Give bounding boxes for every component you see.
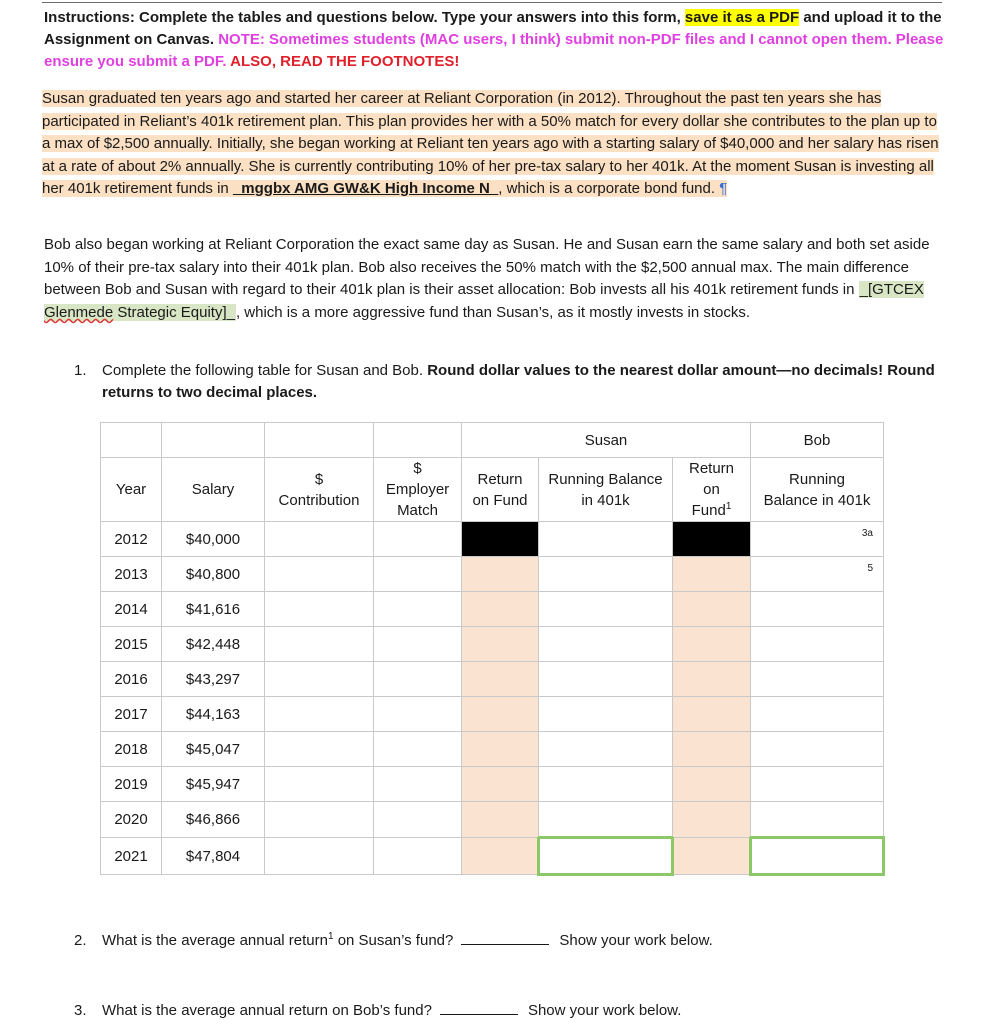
bob-return-cell [673,522,751,557]
susan-group-header: Susan [462,423,751,458]
salary-cell: $41,616 [162,592,265,627]
table-row [101,662,884,697]
instructions [44,7,944,73]
contribution-header [265,458,374,522]
bob-balance-cell[interactable] [751,557,884,592]
contribution-cell[interactable] [265,697,374,732]
salary-cell: $45,947 [162,767,265,802]
footnote-marker: 1 [725,501,732,512]
year-header: Year [101,458,162,522]
bob-paragraph [44,234,944,324]
footnote-marker: 1 [327,931,334,942]
instructions-text: Instructions: Complete the tables and questions below. Type your answers into this form, [44,9,685,26]
year-cell: 2017 [101,697,162,732]
bob-return-cell[interactable] [673,767,751,802]
return-label: Return [477,470,523,488]
question-3-text: What is the average annual return on Bob’s fund? [102,1002,432,1019]
question-3-show-work: Show your work below. [527,1002,682,1019]
question-2-answer-blank[interactable] [461,930,549,945]
table-row [101,838,884,875]
question-2-text-2: on Susan’s fund? [333,932,454,949]
salary-cell: $46,866 [162,802,265,838]
retirement-table [100,422,885,876]
susan-return-cell[interactable] [462,767,539,802]
match-cell[interactable] [374,627,462,662]
table-row [101,592,884,627]
table-row [101,627,884,662]
bob-balance-cell[interactable] [751,767,884,802]
susan-text: Susan graduated ten years ago and started her career at Reliant Corporation (in 2012). Throughout the past ten years she has participated in Reliant’s 401k retirement plan. This plan provides her with a 50% match for every dollar she contributes to the plan up to a max of $2,500 annually. Initially, she began working at Reliant ten years ago with a starting salary of $40,000 and her salary has risen at a rate of about 2% annually. She is currently contributing 10% of her pre-tax salary to her 401k. At the moment Susan is investing all her 401k retirement funds in [42,90,939,198]
employer-label: Employer [385,481,450,498]
return-label: Return [688,460,735,477]
fund-label: Fund [691,502,726,519]
question-2-show-work: Show your work below. [559,932,713,949]
bob-balance-cell[interactable] [751,522,884,557]
susan-balance-cell[interactable] [539,697,673,732]
susan-return-cell[interactable] [462,697,539,732]
year-cell: 2015 [101,627,162,662]
table-row [101,732,884,767]
susan-balance-cell[interactable] [539,522,673,557]
salary-cell: $40,800 [162,557,265,592]
instructions-note: NOTE: Sometimes students (MAC users, I think) submit non-PDF files and I cannot open them. Please ensure you submit a PDF. [44,31,944,70]
salary-cell: $47,804 [162,838,265,875]
bob-return-cell[interactable] [673,838,751,875]
bob-group-header: Bob [751,423,884,458]
bob-return-cell[interactable] [673,592,751,627]
bob-return-cell[interactable] [673,627,751,662]
question-2-text: What is the average annual return [102,932,328,949]
susan-balance-cell[interactable] [539,592,673,627]
contribution-cell[interactable] [265,627,374,662]
susan-fund-field[interactable]: _mggbx AMG GW&K High Income N_ [232,180,499,198]
question-2 [74,930,954,952]
running-label: Running [789,470,845,488]
susan-return-cell[interactable] [462,732,539,767]
instructions-footnote-warning: ALSO, READ THE FOOTNOTES! [226,53,460,70]
dollar-sign: $ [413,460,422,477]
match-cell[interactable] [374,838,462,875]
bob-balance-header [751,458,884,522]
table-row [101,767,884,802]
contribution-cell[interactable] [265,802,374,838]
bob-return-cell[interactable] [673,557,751,592]
cell-note: 3a [861,528,873,539]
bob-balance-cell[interactable] [751,662,884,697]
year-cell: 2020 [101,802,162,838]
bob-fund-name: Strategic Equity [113,303,223,321]
susan-return-cell [462,522,539,557]
year-cell: 2019 [101,767,162,802]
question-3 [74,1000,954,1022]
susan-return-cell[interactable] [462,627,539,662]
table-row [101,697,884,732]
contribution-cell[interactable] [265,767,374,802]
year-cell: 2012 [101,522,162,557]
susan-balance-cell[interactable] [539,557,673,592]
susan-balance-header [539,458,673,522]
bob-balance-cell[interactable] [751,697,884,732]
susan-return-cell[interactable] [462,838,539,875]
match-cell[interactable] [374,662,462,697]
match-label: Match [397,502,438,519]
question-1-number: 1. [74,362,87,379]
table-row [101,557,884,592]
table-row [101,802,884,838]
bob-fund-ticker: GTCEX [872,281,924,299]
susan-balance-cell[interactable] [539,732,673,767]
contribution-cell[interactable] [265,592,374,627]
bob-return-cell[interactable] [673,732,751,767]
salary-header: Salary [162,458,265,522]
instructions-highlight: save it as a PDF [684,9,800,26]
bob-balance-cell[interactable] [751,732,884,767]
bob-fund-misspelled: Glenmede [44,303,114,321]
susan-balance-cell[interactable] [539,662,673,697]
pilcrow-icon: ¶ [719,180,728,198]
bob-return-cell[interactable] [673,662,751,697]
question-1 [74,360,954,404]
on-fund-label: on Fund [472,491,528,509]
match-cell[interactable] [374,767,462,802]
question-3-answer-blank[interactable] [440,1000,518,1015]
match-cell[interactable] [374,732,462,767]
contribution-cell[interactable] [265,838,374,875]
bob-final-balance-cell[interactable] [751,838,884,875]
bob-fund-open: _[ [859,281,873,299]
contribution-label: Contribution [278,491,360,509]
susan-return-cell[interactable] [462,592,539,627]
match-cell[interactable] [374,592,462,627]
susan-return-cell[interactable] [462,662,539,697]
question-1-text: Complete the following table for Susan and Bob. [102,362,428,379]
table-row [101,522,884,557]
year-cell: 2014 [101,592,162,627]
question-1-rounding-rule: Round dollar values to the nearest dollar amount—no decimals! Round returns to two decimal places. [102,362,935,401]
bob-balance-cell[interactable] [751,592,884,627]
year-cell: 2021 [101,838,162,875]
question-2-number: 2. [74,932,87,949]
salary-cell: $43,297 [162,662,265,697]
susan-paragraph [42,88,942,201]
running-balance-label: Running Balance [548,470,663,488]
bob-return-header [673,458,751,522]
match-cell[interactable] [374,557,462,592]
susan-return-cell[interactable] [462,802,539,838]
bob-balance-cell[interactable] [751,802,884,838]
on-label: on [703,481,720,498]
bob-balance-cell[interactable] [751,627,884,662]
match-cell[interactable] [374,522,462,557]
group-header-row [101,423,884,458]
bob-return-cell[interactable] [673,802,751,838]
bob-text: Bob also began working at Reliant Corporation the exact same day as Susan. He and Susan earn the same salary and both set aside 10% of their pre-tax salary into their 401k plan. Bob also receives the 50% match with the $2,500 annual max. The main difference between Bob and Susan with regard to their 401k plan is their asset allocation: Bob invests all his 401k retirement funds in [44,236,930,299]
year-cell: 2016 [101,662,162,697]
contribution-cell[interactable] [265,662,374,697]
cell-note: 5 [867,563,873,574]
match-cell[interactable] [374,697,462,732]
susan-return-header [462,458,539,522]
bob-return-cell[interactable] [673,697,751,732]
bob-text-2: , which is a more aggressive fund than Susan’s, as it mostly invests in stocks. [235,303,751,321]
susan-text-2: , which is a corporate bond fund. [498,180,716,198]
salary-cell: $44,163 [162,697,265,732]
column-header-row [101,458,884,522]
match-cell[interactable] [374,802,462,838]
susan-return-cell[interactable] [462,557,539,592]
bob-fund-close: ]_ [222,303,235,321]
instructions-text-2: and upload it to the Assignment on Canvas. [44,9,942,48]
contribution-cell[interactable] [265,732,374,767]
contribution-cell[interactable] [265,557,374,592]
susan-balance-cell[interactable] [539,767,673,802]
dollar-sign: $ [314,470,324,488]
susan-balance-cell[interactable] [539,627,673,662]
salary-cell: $42,448 [162,627,265,662]
top-border [42,2,942,3]
susan-final-balance-cell[interactable] [539,838,673,875]
salary-cell: $45,047 [162,732,265,767]
contribution-cell[interactable] [265,522,374,557]
susan-balance-cell[interactable] [539,802,673,838]
in-401k-label: in 401k [581,491,630,509]
question-3-number: 3. [74,1002,87,1019]
year-cell: 2013 [101,557,162,592]
salary-cell: $40,000 [162,522,265,557]
employer-match-header [374,458,462,522]
year-cell: 2018 [101,732,162,767]
balance-in-401k-label: Balance in 401k [763,491,871,509]
